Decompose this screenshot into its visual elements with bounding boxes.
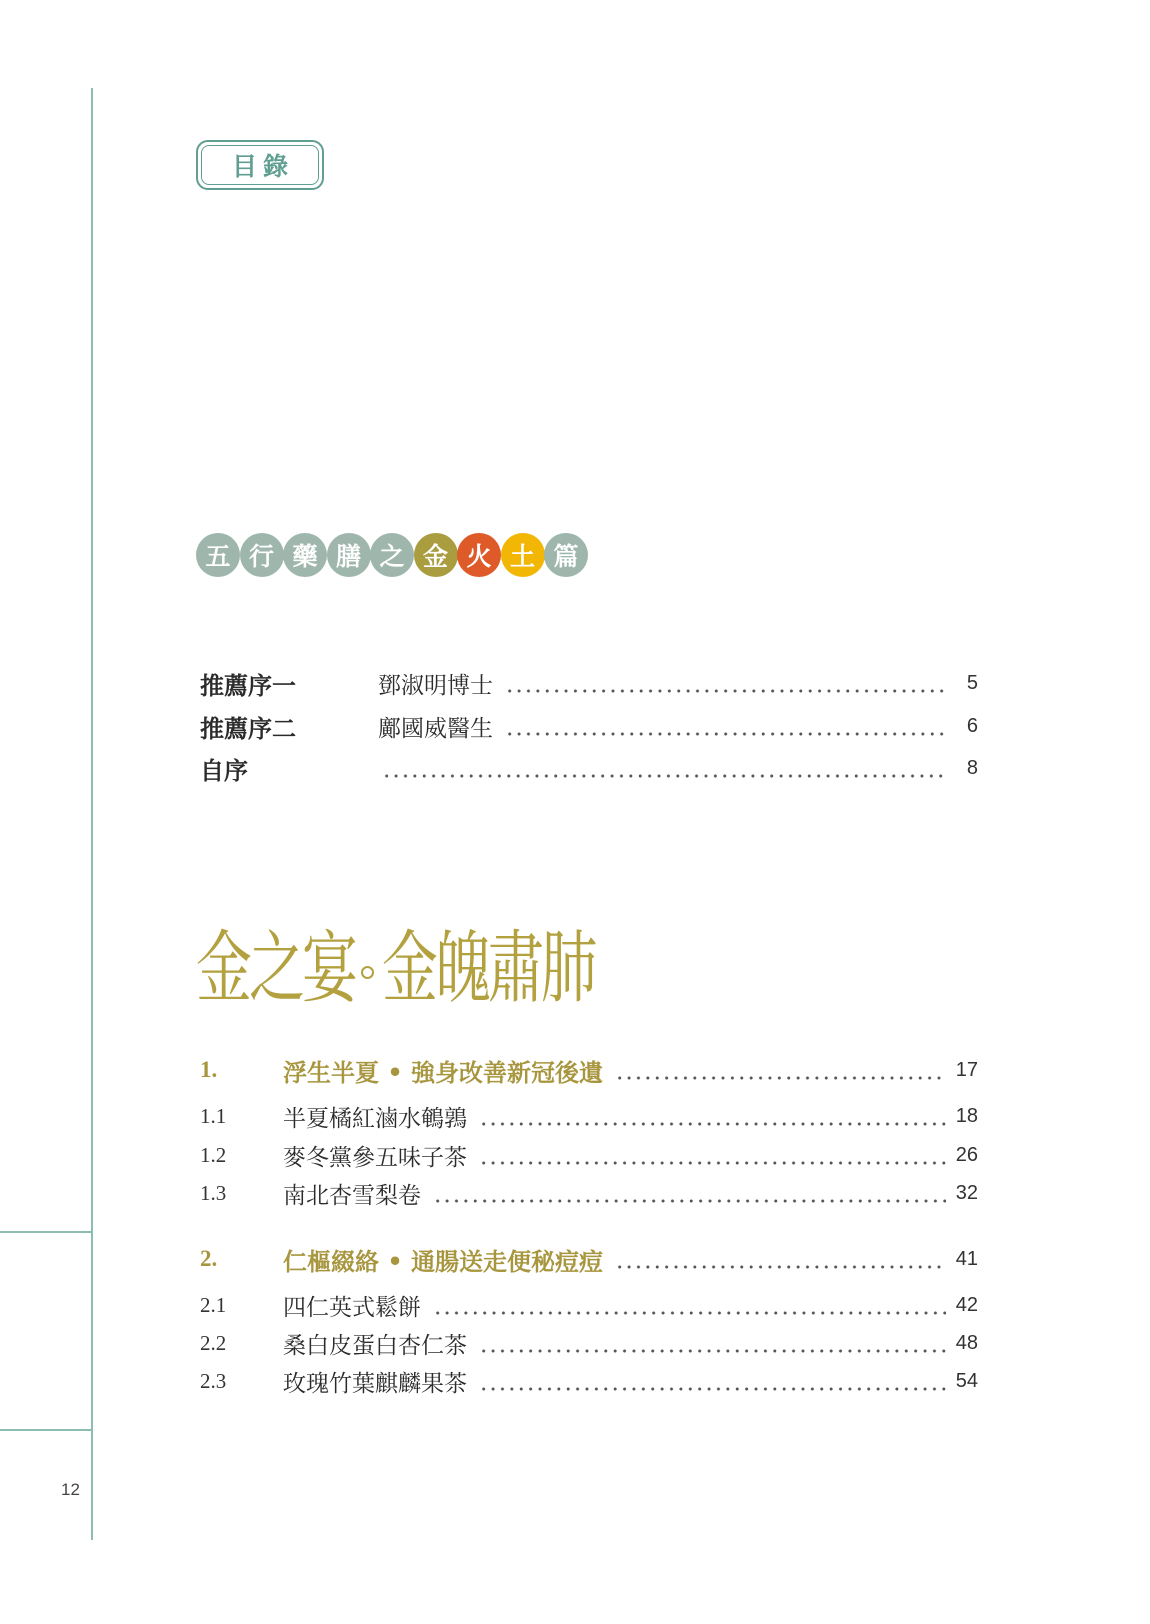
toc-entry-page: 5 (966, 671, 978, 694)
item-title: 玫瑰竹葉麒麟果茶 (283, 1370, 467, 1397)
item-number: 1.3 (200, 1180, 227, 1205)
item-title: 麥冬黨參五味子茶 (283, 1144, 467, 1171)
margin-horizontal-rule (0, 1231, 93, 1233)
category-char: 藥 (283, 533, 327, 577)
category-char: 之 (370, 533, 414, 577)
toc-entry-author: 鄺國威醫生 (378, 715, 493, 742)
item-number: 1.1 (200, 1103, 227, 1128)
dot-leader (479, 1161, 946, 1165)
dot-leader (433, 1311, 946, 1315)
item-page: 26 (955, 1143, 978, 1166)
category-char-earth: 土 (501, 533, 545, 577)
category-char: 篇 (544, 533, 588, 577)
toc-entry-preface-1 (200, 663, 978, 703)
margin-vertical-rule (91, 88, 93, 1540)
item-number: 2.3 (200, 1368, 227, 1393)
dot-leader (382, 774, 946, 778)
toc-section-2 (200, 1239, 978, 1279)
item-page: 54 (955, 1369, 978, 1392)
item-page: 42 (955, 1293, 978, 1316)
toc-item (200, 1136, 978, 1174)
page-number: 12 (61, 1480, 80, 1499)
toc-item (200, 1362, 978, 1400)
toc-entry-page: 6 (966, 714, 978, 737)
dot-leader (615, 1265, 946, 1269)
toc-entry-preface-2 (200, 706, 978, 746)
badge-inner-frame (201, 145, 319, 185)
item-page: 18 (955, 1104, 978, 1127)
section-title: 仁樞綴絡 • 通腸送走便秘痘痘 (283, 1246, 604, 1276)
section-number: 2. (200, 1246, 218, 1271)
toc-item (200, 1174, 978, 1212)
item-number: 1.2 (200, 1142, 227, 1167)
dot-leader (479, 1387, 946, 1391)
dot-leader (433, 1199, 946, 1203)
toc-heading: 目錄 (231, 152, 294, 181)
category-banner (196, 533, 588, 577)
item-title: 桑白皮蛋白杏仁茶 (283, 1332, 467, 1359)
category-char: 膳 (327, 533, 371, 577)
toc-heading-badge (196, 140, 324, 190)
toc-item (200, 1097, 978, 1135)
section-number: 1. (200, 1057, 218, 1082)
category-char-fire: 火 (457, 533, 501, 577)
toc-item (200, 1324, 978, 1362)
item-page: 48 (955, 1331, 978, 1354)
category-char: 五 (196, 533, 240, 577)
toc-item (200, 1286, 978, 1324)
item-title: 半夏橘紅滷水鵪鶉 (283, 1105, 467, 1132)
toc-entry-label: 推薦序二 (200, 713, 296, 743)
dot-leader (479, 1122, 946, 1126)
toc-entry-page: 8 (966, 756, 978, 779)
chapter-title-left: 金之宴 (196, 923, 355, 1015)
section-page: 41 (955, 1247, 978, 1270)
chapter-title-right: 金魄肅肺 (382, 923, 594, 1015)
margin-horizontal-rule (0, 1429, 93, 1431)
category-char: 行 (240, 533, 284, 577)
toc-entry-label: 自序 (200, 755, 248, 785)
dot-leader (505, 732, 946, 736)
toc-entry-label: 推薦序一 (200, 670, 296, 700)
item-title: 四仁英式鬆餅 (283, 1294, 421, 1321)
dot-leader (505, 689, 946, 693)
dot-leader (615, 1076, 946, 1080)
item-number: 2.1 (200, 1292, 227, 1317)
section-title: 浮生半夏 • 強身改善新冠後遺 (283, 1057, 604, 1087)
toc-section-1 (200, 1050, 978, 1090)
toc-entry-author-preface (200, 748, 978, 788)
section-page: 17 (955, 1058, 978, 1081)
dot-leader (479, 1349, 946, 1353)
item-number: 2.2 (200, 1330, 227, 1355)
toc-entry-author: 鄧淑明博士 (378, 672, 493, 699)
chapter-title (196, 923, 594, 1015)
title-separator-circle (361, 966, 374, 979)
item-title: 南北杏雪梨卷 (283, 1182, 421, 1209)
category-char-metal: 金 (414, 533, 458, 577)
item-page: 32 (955, 1181, 978, 1204)
